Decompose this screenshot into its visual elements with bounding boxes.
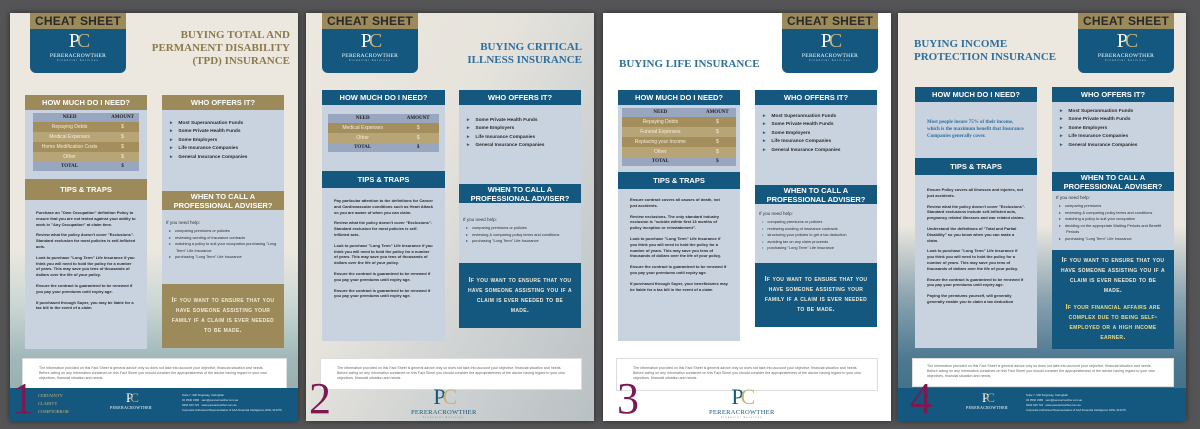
table-row: Other $ [622, 147, 736, 157]
disclaimer: The information provided on this Fact Sheet is general advice only so does not take into account your objective, financial situation and needs. Before acting on any information contained on this Fact Sheet you should consider the appropriateness of the advice having regard to your own objectives, financial situation and needs. [912, 358, 1174, 387]
who-offers-list: ▸ Most Superannuation Funds ▸ Some Private Health Funds ▸ Some Employers ▸ Life Insurance Companies ▸ General Insurance Companies [755, 105, 877, 163]
who-offers-list: ▸ Some Private Health Funds ▸ Some Employers ▸ Life Insurance Companies ▸ General Insurance Companies [459, 105, 581, 163]
table-row: Repaying Debts $ [622, 117, 736, 127]
page-title: BUYING INCOME PROTECTION INSURANCE [914, 38, 1057, 63]
help-list: • comparing premiums or policies • reviewing wording of insurance contracts • structuring your policies to get a tax deduction • avoiding tax on any claim proceeds • purchasing "Long Term" Life Insurance [759, 219, 873, 252]
callout-box: If you want to ensure that you have someone assisting you if a claim is ever needed to be made. If your financial affairs are complex due to being self-employed or a high income earner. [1052, 250, 1174, 349]
sheet-number: 3 [617, 374, 639, 421]
tips-heading: TIPS & TRAPS [25, 179, 147, 200]
cheat-sheet-critical-illness [306, 13, 594, 421]
cheat-sheet-life [603, 13, 891, 421]
footer-contact: Suite 7, 300 Kingsway, Caringbah 02 9540 3380 sam@pereracrowther.com.au 0404 640 723 www.pereracrowther.com.au Corporate Authorised Representative of AAA Financial Intelligence AFSL 313479 [182, 393, 282, 412]
footer-values: CERTAINTY CLARITY COMPTORROR [38, 393, 69, 414]
who-offers-box: WHO OFFERS IT? ▸ Most Superannuation Funds ▸ Some Private Health Funds ▸ Some Employers ▸ Life Insurance Companies ▸ General Insurance Companies WHEN TO CALL A PROFESSIONAL ADVISER? If you need help: ▸ comparing premiums ▸ reviewing & comparing policy terms and conditions ▸ matching a policy to suit your occupation ▸ deciding on the appropriate Waiting Periods and Benefit Periods ▸ purchasing "Long Term" Life Insurance [1052, 87, 1174, 267]
when-to-call-heading: WHEN TO CALL A PROFESSIONAL ADVISER? [162, 191, 284, 210]
table-row: Repaying Debts $ [33, 122, 139, 132]
company-logo: PC PERERACROWTHER Financial Services [322, 29, 418, 73]
who-offers-box: WHO OFFERS IT? ▸ Some Private Health Funds ▸ Some Employers ▸ Life Insurance Companies ▸ General Insurance Companies WHEN TO CALL A PROFESSIONAL ADVISER? If you need help: ▸ comparing premiums or policies ▸ reviewing & comparing policy terms and conditions ▸ purchasing "Long Term" Life Insurance [459, 90, 581, 290]
footer-bar [10, 388, 298, 421]
page-title: BUYING CRITICAL ILLNESS INSURANCE [467, 41, 582, 66]
table-row: Home Modification Costs $ [33, 142, 139, 152]
total-row: TOTAL $ [622, 157, 736, 166]
who-offers-list: ▸ Most Superannuation Funds ▸ Some Private Health Funds ▸ Some Employers ▸ Life Insurance Companies ▸ General Insurance Companies [162, 110, 284, 172]
table-row: Replacing your Income $ [622, 137, 736, 147]
table-row: Funeral Expenses $ [622, 127, 736, 137]
table-row: Medical Expenses $ [33, 132, 139, 142]
callout-box: If you want to ensure that you have someone assisting your family if a claim is ever needed to be made. [755, 263, 877, 327]
table-row: Other $ [33, 152, 139, 162]
help-list: ▸ comparing premiums ▸ reviewing & comparing policy terms and conditions ▸ matching a policy to suit your occupation ▸ deciding on the appropriate Waiting Periods and Benefit Periods ▸ purchasing "Long Term" Life Insurance [1056, 203, 1170, 243]
cheat-sheet-badge: CHEAT SHEET PC PERERACROWTHER Financial Services [1078, 13, 1174, 73]
footer-contact: Suite 7, 300 Kingsway, Caringbah 02 9540 3380 sam@pereracrowther.com.au 0404 640 723 www.pereracrowther.com.au Corporate Authorised Representative of AAA Financial Intelligence AFSL 313479 [1026, 393, 1126, 412]
cheat-sheet-badge: CHEAT SHEET PC PERERACROWTHER Financial Services [322, 13, 418, 73]
callout-box: If you want to ensure that you have someone assisting your family if a claim is ever needed to be made. [162, 284, 284, 348]
callout-box: If you want to ensure that you have someone assisting you if a claim is ever needed to be made. [459, 263, 581, 328]
tips-box: TIPS & TRAPS Ensure contract covers all causes of death, not just accidents. Review exclusions. The only standard industry exclusion is "suicide within first 13 months of policy inception or reinstatement". Look to purchase "Long Term" Life Insurance if you think you will need to hold the policy for a number of years. This may save you tens of thousands of dollars over the life of your policy. Ensure the contract is guaranteed to be renewed if you pay your premiums until expiry age. If purchased through Super, your beneficiaries may be liable for a tax bill in the event of a claim [618, 172, 740, 341]
disclaimer: The information provided on this Fact Sheet is general advice only so does not take into account your objective, financial situation and needs. Before acting on any information contained on this Fact Sheet you should consider the appropriateness of the advice having regard to your own objectives, financial situation and needs. [616, 358, 878, 391]
company-logo: PC PERERACROWTHER Financial Services [782, 29, 878, 73]
how-much-box: HOW MUCH DO I NEED? NEED AMOUNT Repaying Debts $ Funeral Expenses $ Replacing your Income $ Other $ TOTAL $ [618, 90, 740, 180]
need-table: NEED AMOUNT Repaying Debts $ Medical Expenses $ Home Modification Costs $ Other $ TOTAL $ [33, 113, 139, 171]
cheat-sheet-badge: CHEAT SHEET PC PERERACROWTHER Financial Services [782, 13, 878, 73]
sheet-number: 2 [309, 374, 331, 421]
company-logo: PC PERERACROWTHER Financial Services [30, 29, 126, 73]
footer-bar [898, 388, 1186, 421]
footer-logo: PC PERERACROWTHER [110, 390, 152, 410]
badge-label: CHEAT SHEET [30, 13, 126, 29]
help-list: ▸ comparing premiums or policies ▸ reviewing wording of insurance contracts ▸ matching a policy to suit your occupation purchasing "Long Term" Life Insurance ▸ purchasing "Long Term" Life Insurance [166, 228, 280, 261]
how-much-box: HOW MUCH DO I NEED? NEED AMOUNT Medical Expenses $ Other $ TOTAL $ [322, 90, 445, 174]
how-much-box: HOW MUCH DO I NEED? Most people insure 75% of their income, which is the maximum benefit that Insurance Companies generally cover. [915, 87, 1037, 172]
how-much-heading: HOW MUCH DO I NEED? [25, 95, 147, 110]
need-table: NEED AMOUNT Repaying Debts $ Funeral Expenses $ Replacing your Income $ Other $ TOTAL $ [622, 108, 736, 166]
who-offers-box: WHO OFFERS IT? ▸ Most Superannuation Funds ▸ Some Private Health Funds ▸ Some Employers ▸ Life Insurance Companies ▸ General Insurance Companies WHEN TO CALL A PROFESSIONAL ADVISER? If you need help: • comparing premiums or policies • reviewing wording of insurance contracts • structuring your policies to get a tax deduction • avoiding tax on any claim proceeds • purchasing "Long Term" Life Insurance [755, 90, 877, 280]
bottom-logo: PC PERERACROWTHER Financial Services [709, 384, 775, 419]
who-offers-box: WHO OFFERS IT? ▸ Most Superannuation Funds ▸ Some Private Health Funds ▸ Some Employers ▸ Life Insurance Companies ▸ General Insurance Companies WHEN TO CALL A PROFESSIONAL ADVISER? If you need help: ▸ comparing premiums or policies ▸ reviewing wording of insurance contracts ▸ matching a policy to suit your occupation purchasing "Long Term" Life Insurance ▸ purchasing "Long Term" Life Insurance [162, 95, 284, 315]
total-row: TOTAL $ [328, 143, 439, 152]
total-row: TOTAL $ [33, 162, 139, 171]
tips-box: TIPS & TRAPS Ensure Policy covers all illnesses and injuries, not just accidents. Review what the policy doesn't cover "Exclusions". Standard exclusions include self-inflicted acts, pregnancy related illnesses and war related claims. Understand the definitions of "Total and Partial Disability" so you know when you can make a claim. Look to purchase "Long Term" Life Insurance if you think you will need to hold the policy for a number of years. This may save you tens of thousands of dollars over the life of your policy. Ensure the contract is guaranteed to be renewed if you pay your premiums until expiry age. Paying the premiums yourself, will generally generally enable you to claim a tax deduction [915, 158, 1037, 348]
how-much-box [25, 95, 147, 185]
sheet-number: 4 [910, 374, 932, 421]
table-row: Medical Expenses $ [328, 123, 439, 133]
who-offers-list: ▸ Most Superannuation Funds ▸ Some Private Health Funds ▸ Some Employers ▸ Life Insurance Companies ▸ General Insurance Companies [1052, 102, 1174, 156]
page-title: BUYING TOTAL AND PERMANENT DISABILITY (TPD) INSURANCE [151, 29, 290, 67]
pc-monogram-icon: PC [1116, 30, 1136, 52]
cheat-sheet-tpd [10, 13, 298, 421]
footer-logo: PC PERERACROWTHER [966, 390, 1008, 410]
bottom-logo: PC PERERACROWTHER Financial Services [411, 384, 477, 419]
pc-monogram-icon: PC [68, 30, 88, 52]
page-title: BUYING LIFE INSURANCE [619, 58, 760, 70]
tips-box: TIPS & TRAPS Purchase an "Own Occupation" definition Policy to ensure that you are not tested against your ability to work in "Any Occupation" at claim time. Review what the policy doesn't cover "Exclusions". Standard exclusion for most policies is self-inflicted acts. Look to purchase "Long Term" Life Insurance if you think you will need to hold the policy for a number of years. This may save you tens of thousands of dollars over the life of your policy. Ensure the contract is guaranteed to be renewed if you pay your premiums until expiry age. If purchased through Super, you may be liable for a tax bill in the event of a claim [25, 179, 147, 349]
company-logo: PC PERERACROWTHER Financial Services [1078, 29, 1174, 73]
help-list: ▸ comparing premiums or policies ▸ reviewing & comparing policy terms and conditions ▸ purchasing "Long Term" Life Insurance [463, 225, 577, 245]
sheet-number: 1 [12, 374, 34, 421]
table-row: Other $ [328, 133, 439, 143]
pc-monogram-icon: PC [360, 30, 380, 52]
cheat-sheet-income-protection [898, 13, 1186, 421]
cheat-sheet-badge [30, 13, 126, 73]
need-table: NEED AMOUNT Medical Expenses $ Other $ TOTAL $ [328, 114, 439, 152]
disclaimer: The information provided on this Fact Sheet is general advice only so does not take into account your objective, financial situation and needs. Before acting on any information contained on this Fact Sheet you should consider the appropriateness of the advice having regard to your own objectives, financial situation and needs. [320, 358, 582, 390]
disclaimer: The information provided on this Fact Sheet is general advice only so does not take into account your objective, financial situation and needs. Before acting on any information contained on this Fact Sheet you should consider the appropriateness of the advice having regard to your own objectives, financial situation and needs. [22, 358, 287, 391]
tips-box: TIPS & TRAPS Pay particular attention to the definitions for Cancer and Cardiovascular conditions such as Heart Attack so you are aware of when you can claim. Review what the policy doesn't cover "Exclusions". Standard exclusion for most policies is self-inflicted acts. Look to purchase "Long Term" Life Insurance if you think you will need to hold the policy for a number of years. This may save you tens of thousands of dollars over the life of your policy. Ensure the contract is guaranteed to be renewed if you pay your premiums until expiry age. Ensure the contract is guaranteed to be renewed if you pay your premiums until expiry age. [322, 171, 445, 341]
how-much-text: Most people insure 75% of their income, which is the maximum benefit that Insurance Companies generally cover. [927, 120, 1024, 139]
who-offers-heading: WHO OFFERS IT? [162, 95, 284, 110]
pc-monogram-icon: PC [820, 30, 840, 52]
